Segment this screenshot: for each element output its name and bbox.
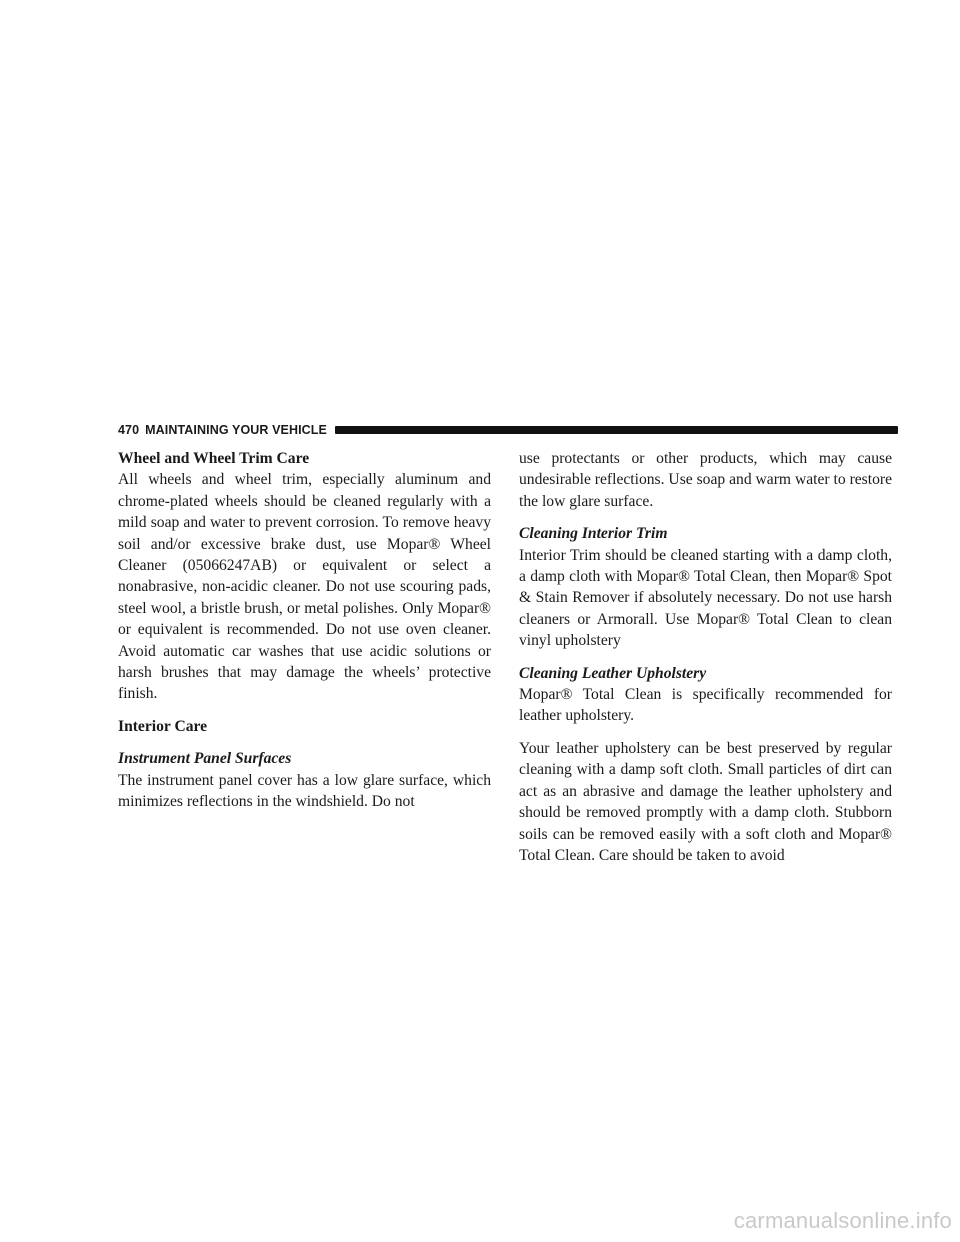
interior-trim-heading: Cleaning Interior Trim: [519, 525, 668, 543]
leather-paragraph-1: Mopar® Total Clean is specifically recommended for leather upholstery.: [519, 686, 892, 725]
instrument-panel-paragraph: The instrument panel cover has a low glare surface, which minimizes reflections in the windshield. Do not: [118, 771, 491, 811]
leather-paragraph-2: Your leather upholstery can be best preserved by regular cleaning with a damp soft cloth. Small particles of dirt can act as an abrasive and damage the leather upholstery and should be removed promptly with a damp cloth. Stubborn soils can be removed easily with a soft cloth and Mopar® Total Clean. Care should be taken to avoid: [519, 739, 892, 864]
wheel-care-heading: Wheel and Wheel Trim Care: [118, 450, 310, 467]
header-rule: [335, 426, 898, 434]
left-column: [118, 448, 491, 813]
instrument-panel-heading: Instrument Panel Surfaces: [118, 750, 292, 768]
section-title: MAINTAINING YOUR VEHICLE: [145, 423, 327, 437]
instrument-panel-paragraph-cont: use protectants or other products, which may cause undesirable reflections. Use soap and warm water to restore the low glare surface.: [519, 450, 892, 510]
right-column: [519, 448, 892, 866]
interior-care-heading: Interior Care: [118, 717, 208, 735]
watermark-text: carmanualsonline.info: [733, 1208, 952, 1233]
wheel-care-paragraph: All wheels and wheel trim, especially aluminum and chrome-plated wheels should be cleaned regularly with a mild soap and water to prevent corrosion. To remove heavy soil and/or excessive brake dust, use Mopar® Wheel Cleaner (05066247AB) or equivalent or select a nonabrasive, non-acidic cleaner. Do not use scouring pads, steel wool, a bristle brush, or metal polishes. Only Mopar® or equivalent is recommended. Do not use oven cleaner. Avoid automatic car washes that use acidic solutions or harsh brushes that may damage the wheels’ protective finish.: [118, 471, 491, 703]
page-header: [118, 421, 898, 439]
leather-upholstery-heading: Cleaning Leather Upholstery: [519, 664, 707, 682]
page-number: 470: [118, 423, 140, 437]
interior-trim-paragraph: Interior Trim should be cleaned starting with a damp cloth, a damp cloth with Mopar® Total Clean, then Mopar® Spot & Stain Remover if absolutely necessary. Do not use harsh cleaners or Armorall. Use Mopar® Total Clean to clean vinyl upholstery: [519, 546, 892, 650]
